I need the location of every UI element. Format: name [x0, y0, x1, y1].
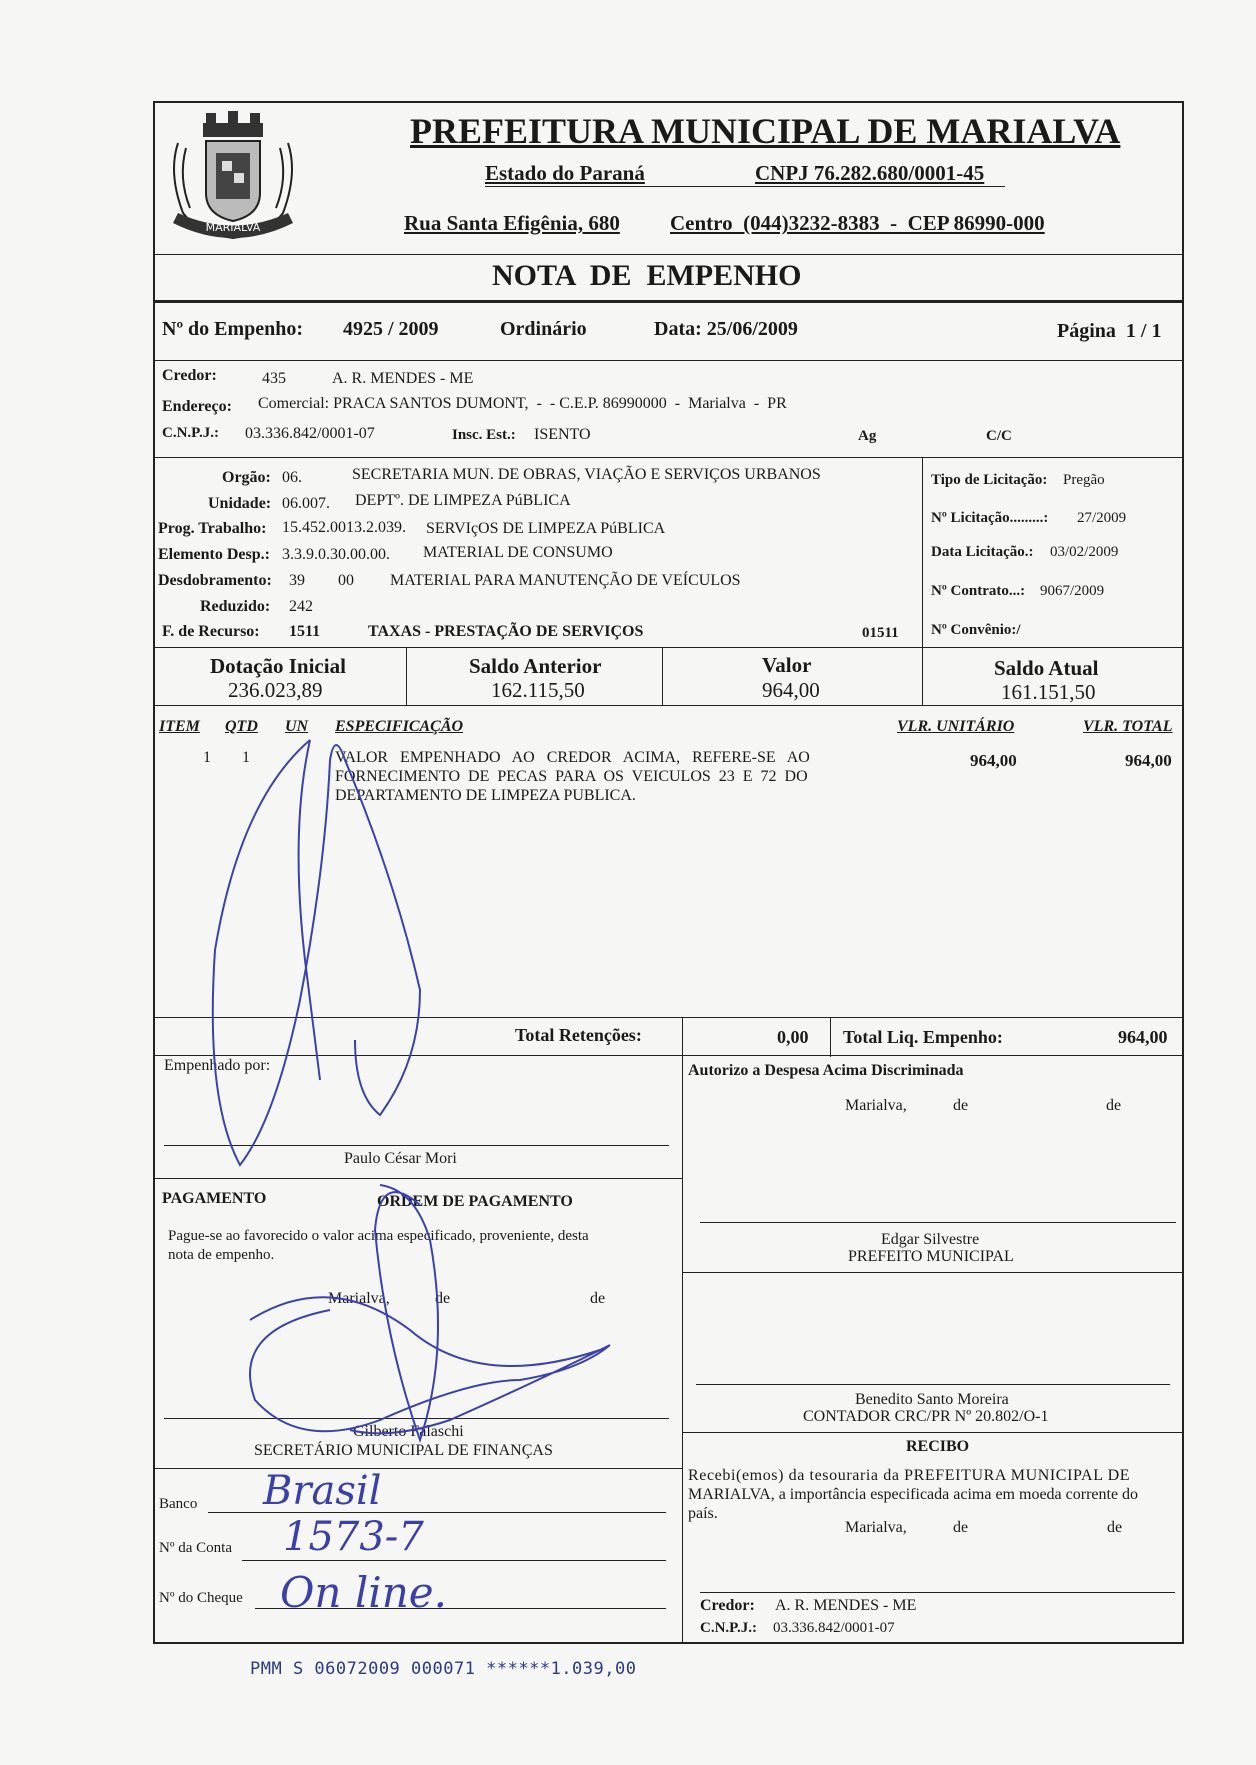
total-retencoes-label: Total Retenções:	[515, 1025, 642, 1045]
pagamento-text2: nota de empenho.	[168, 1247, 275, 1263]
col-qtd: QTD	[225, 718, 258, 735]
item-qty: 1	[242, 749, 250, 766]
unidade-code: 06.007.	[282, 495, 330, 512]
empenho-number: 4925 / 2009	[343, 318, 439, 340]
fonte-label: F. de Recurso:	[162, 623, 260, 640]
recibo-text3: país.	[688, 1505, 718, 1522]
prog-desc: SERVIçOS DE LIMPEZA PúBLICA	[426, 520, 666, 537]
tipo-licitacao-value: Pregão	[1063, 472, 1105, 488]
contador-name: Benedito Santo Moreira	[855, 1391, 1009, 1408]
autorizo-de1: de	[953, 1097, 969, 1114]
empenhado-label: Empenhado por:	[164, 1057, 271, 1074]
orgao-label: Orgão:	[222, 469, 271, 486]
valor-value: 964,00	[762, 678, 820, 702]
pagamento-de2: de	[590, 1290, 606, 1307]
data-licitacao-value: 03/02/2009	[1050, 544, 1119, 560]
total-retencoes-value: 0,00	[777, 1027, 809, 1047]
autorizo-label: Autorizo a Despesa Acima Discriminada	[688, 1062, 964, 1079]
credor-label: Credor:	[162, 367, 217, 384]
fonte-desc: TAXAS - PRESTAÇÃO DE SERVIÇOS	[368, 623, 644, 640]
empenho-label: Nº do Empenho:	[162, 318, 304, 340]
header-cnpj: CNPJ 76.282.680/0001-45	[755, 161, 985, 185]
num-licitacao-value: 27/2009	[1077, 510, 1127, 526]
recibo-de1: de	[953, 1519, 969, 1536]
agency-label: Ag	[858, 428, 877, 444]
elemento-label: Elemento Desp.:	[158, 546, 270, 563]
conta-handwritten: 1573-7	[283, 1514, 424, 1560]
insc-value: ISENTO	[534, 426, 591, 443]
fonte-code: 1511	[289, 623, 321, 640]
item-number: 1	[203, 749, 211, 766]
secretario-role: SECRETÁRIO MUNICIPAL DE FINANÇAS	[254, 1442, 553, 1459]
col-vlr-total: VLR. TOTAL	[1083, 718, 1173, 735]
saldo-anterior-value: 162.115,50	[491, 678, 585, 702]
fonte-number: 01511	[862, 625, 899, 641]
recibo-de2: de	[1107, 1519, 1123, 1536]
prefeito-role: PREFEITO MUNICIPAL	[848, 1248, 1014, 1265]
item-desc-line2: FORNECIMENTO DE PECAS PARA OS VEICULOS 23 E 72 DO	[335, 768, 808, 785]
credor-address: Comercial: PRACA SANTOS DUMONT, - - C.E.P. 86990000 - Marialva - PR	[258, 395, 787, 412]
desdobramento-desc: MATERIAL PARA MANUTENÇÃO DE VEÍCULOS	[390, 572, 741, 589]
tipo-licitacao-label: Tipo de Licitação:	[931, 472, 1048, 488]
contrato-value: 9067/2009	[1040, 583, 1105, 599]
credor-code: 435	[262, 370, 286, 387]
item-desc-line1: VALOR EMPENHADO AO CREDOR ACIMA, REFERE-SE AO	[335, 749, 810, 766]
banco-label: Banco	[159, 1496, 198, 1512]
empenhado-name: Paulo César Mori	[344, 1150, 457, 1167]
recibo-credor-label: Credor:	[700, 1597, 755, 1614]
item-total-value: 964,00	[1125, 751, 1172, 770]
authentication-stamp: PMM S 06072009 000071 ******1.039,00	[250, 1659, 637, 1679]
reduzido-code: 242	[289, 598, 313, 615]
recibo-label: RECIBO	[906, 1438, 970, 1455]
header-title: PREFEITURA MUNICIPAL DE MARIALVA	[410, 111, 1121, 151]
endereco-label: Endereço:	[162, 398, 232, 415]
unidade-label: Unidade:	[208, 495, 272, 512]
unidade-desc: DEPTº. DE LIMPEZA PúBLICA	[355, 492, 571, 509]
autorizo-place: Marialva,	[845, 1097, 907, 1114]
conta-label: Nº da Conta	[159, 1540, 232, 1556]
orgao-code: 06.	[282, 469, 302, 486]
empenho-date: Data: 25/06/2009	[654, 318, 798, 340]
recibo-text2: MARIALVA, a importância especificada acima em moeda corrente do	[688, 1486, 1139, 1503]
prefeito-name: Edgar Silvestre	[881, 1231, 980, 1248]
contador-role: CONTADOR CRC/PR Nº 20.802/O-1	[803, 1408, 1049, 1425]
page-number: Página 1 / 1	[1057, 320, 1162, 342]
cheque-label: Nº do Cheque	[159, 1590, 243, 1606]
svg-text:MARIALVA: MARIALVA	[205, 221, 261, 234]
ordem-pagamento-label: ORDEM DE PAGAMENTO	[377, 1193, 573, 1210]
pagamento-de1: de	[435, 1290, 451, 1307]
contrato-label: Nº Contrato...:	[931, 583, 1026, 599]
dotacao-label: Dotação Inicial	[210, 654, 346, 678]
col-especificacao: ESPECIFICAÇÃO	[335, 718, 464, 735]
saldo-atual-value: 161.151,50	[1001, 680, 1096, 704]
saldo-anterior-label: Saldo Anterior	[469, 654, 602, 678]
col-un: UN	[285, 718, 309, 735]
saldo-atual-label: Saldo Atual	[994, 656, 1099, 680]
elemento-code: 3.3.9.0.30.00.00.	[282, 546, 390, 563]
document-title: NOTA DE EMPENHO	[492, 259, 802, 292]
credor-cnpj: 03.336.842/0001-07	[245, 425, 375, 442]
desdobramento-sub: 00	[338, 572, 354, 589]
valor-label: Valor	[762, 653, 812, 677]
recibo-place: Marialva,	[845, 1519, 907, 1536]
num-licitacao-label: Nº Licitação.........:	[931, 510, 1049, 526]
pagamento-label: PAGAMENTO	[162, 1190, 267, 1207]
secretario-name: Gilberto Falaschi	[353, 1423, 464, 1440]
data-licitacao-label: Data Licitação.:	[931, 544, 1034, 560]
cheque-handwritten: On line.	[280, 1568, 447, 1617]
recibo-text1: Recebi(emos) da tesouraria da PREFEITURA MUNICIPAL DE	[688, 1467, 1131, 1484]
elemento-desc: MATERIAL DE CONSUMO	[423, 544, 613, 561]
desdobramento-code: 39	[289, 572, 305, 589]
reduzido-label: Reduzido:	[200, 598, 271, 615]
credor-name: A. R. MENDES - ME	[332, 370, 474, 387]
banco-handwritten: Brasil	[263, 1468, 382, 1514]
prog-label: Prog. Trabalho:	[158, 520, 267, 537]
item-desc-line3: DEPARTAMENTO DE LIMPEZA PUBLICA.	[335, 787, 636, 804]
pagamento-text1: Pague-se ao favorecido o valor acima especificado, proveniente, desta	[168, 1228, 589, 1244]
autorizo-de2: de	[1106, 1097, 1122, 1114]
empenho-type: Ordinário	[500, 318, 587, 340]
recibo-cnpj-label: C.N.P.J.:	[700, 1620, 757, 1636]
recibo-credor-name: A. R. MENDES - ME	[775, 1597, 917, 1614]
prog-code: 15.452.0013.2.039.	[282, 519, 406, 536]
item-unit-value: 964,00	[970, 751, 1017, 770]
insc-label: Insc. Est.:	[452, 427, 516, 443]
header-contact: Centro (044)3232-8383 - CEP 86990-000	[670, 211, 1045, 235]
pagamento-place: Marialva,	[328, 1290, 390, 1307]
orgao-desc: SECRETARIA MUN. DE OBRAS, VIAÇÃO E SERVIÇOS URBANOS	[352, 466, 821, 483]
col-item: ITEM	[159, 718, 200, 735]
total-liquido-label: Total Liq. Empenho:	[843, 1027, 1003, 1047]
recibo-cnpj: 03.336.842/0001-07	[773, 1620, 895, 1636]
cnpj-label: C.N.P.J.:	[162, 425, 219, 441]
desdobramento-label: Desdobramento:	[158, 572, 272, 589]
account-label: C/C	[986, 428, 1012, 444]
col-vlr-unitario: VLR. UNITÁRIO	[897, 718, 1015, 735]
total-liquido-value: 964,00	[1118, 1027, 1168, 1047]
header-state: Estado do Paraná	[485, 161, 645, 185]
convenio-label: Nº Convênio:/	[931, 622, 1021, 638]
dotacao-value: 236.023,89	[228, 678, 323, 702]
header-address: Rua Santa Efigênia, 680	[404, 211, 620, 235]
